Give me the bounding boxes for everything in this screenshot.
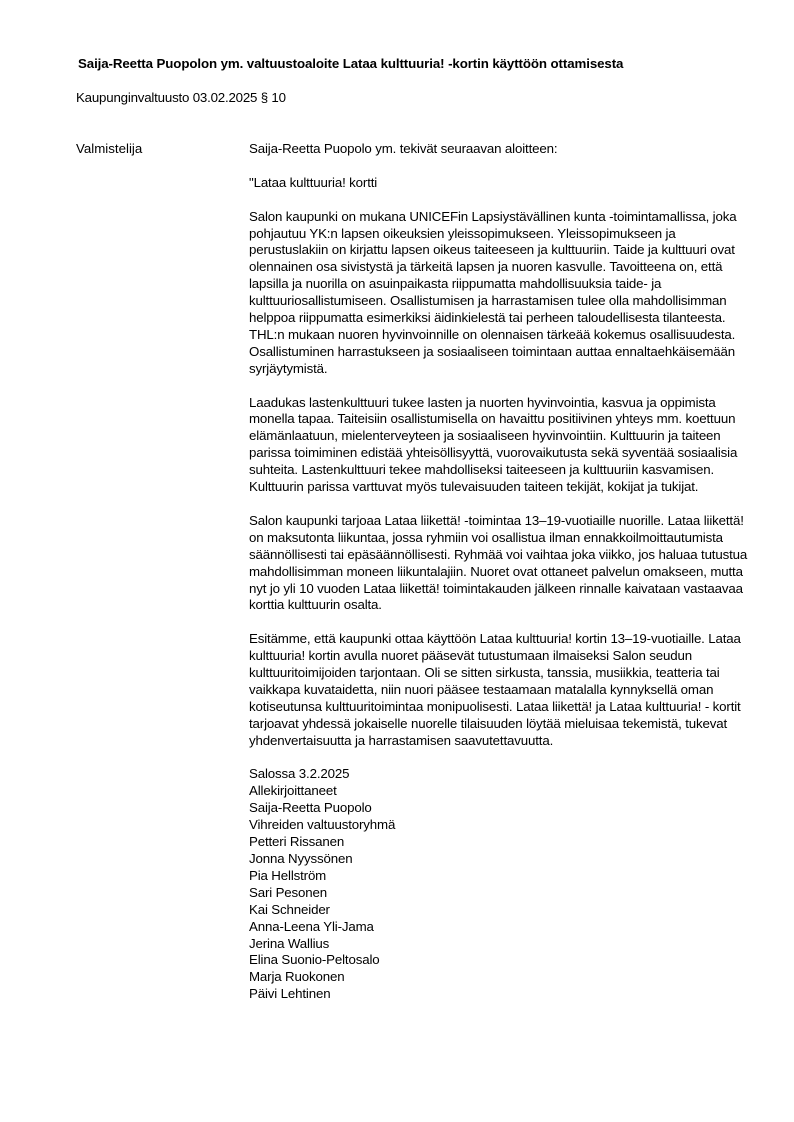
paragraph: Salon kaupunki on mukana UNICEFin Lapsiystävällinen kunta -toimintamallissa, joka pohjautuu YK:n lapsen oikeuksien yleissopimukseen. Yleissopimukseen ja perustuslakiin on kirjattu lapsen oikeus taiteeseen ja kulttuuriin. Taide ja kulttuuri ovat olennainen osa sivistystä ja tärkeitä lapsen ja nuoren kasvulle. Tavoitteena on, että lapsilla ja nuorilla on asuinpaikasta riippumatta mahdollisuuksia taide- ja kulttuuriosallistumiseen. Osallistumisen ja harrastamisen tulee olla mahdollisimman helppoa riippumatta esimerkiksi äidinkielestä tai perheen taloudellisesta tilanteesta. THL:n mukaan nuoren hyvinvoinnille on olennaisen tärkeää kokemus osallisuudesta. Osallistuminen harrastukseen ja sosiaaliseen toimintaan auttaa ennaltaehkäisemään syrjäytymistä. (249, 208, 737, 376)
signatory: Päivi Lehtinen (249, 986, 331, 1002)
meeting-reference: Kaupunginvaltuusto 03.02.2025 § 10 (76, 90, 286, 105)
signature-place-date: Salossa 3.2.2025 (249, 766, 350, 782)
signatory: Jonna Nyyssönen (249, 850, 353, 866)
signatory: Anna-Leena Yli-Jama (249, 918, 374, 934)
signature-label: Allekirjoittaneet (249, 783, 337, 799)
signatory: Elina Suonio-Peltosalo (249, 952, 380, 968)
paragraph: Laadukas lastenkulttuuri tukee lasten ja nuorten hyvinvointia, kasvua ja oppimista monella tapaa. Taiteisiin osallistumisella on havaittu positiivinen yhteys mm. koettuun elämänlaatuun, mielenterveyteen ja sosiaaliseen hyvinvointiin. Kulttuurin ja taiteen parissa toimiminen edistää yhteisöllisyyttä, vuorovaikutusta sekä syventää sosiaalisia suhteita. Lastenkulttuuri tekee mahdolliseksi taiteeseen ja kulttuuriin kasvamisen. Kulttuurin parissa varttuvat myös tulevaisuuden taiteen tekijät, kokijat ja tukijat. (249, 394, 738, 495)
paragraph: Salon kaupunki tarjoaa Lataa liikettä! -toimintaa 13–19-vuotiaille nuorille. Lataa liikettä! on maksutonta liikuntaa, jossa ryhmiin voi osallistua ilman ennakkoilmoittautumista säännöllisesti tai epäsäännöllisesti. Ryhmää voi vaihtaa joka viikko, jos haluaa tutustua mahdollisimman moneen liikuntalajiin. Nuoret ovat ottaneet palvelun omakseen, mutta nyt jo yli 10 vuoden Lataa liikettä! toimintakauden jälkeen rinnalle kaivataan vastaavaa korttia kulttuurin osalta. (249, 512, 748, 613)
signatory: Sari Pesonen (249, 884, 328, 900)
signatory: Petteri Rissanen (249, 834, 345, 850)
paragraph: Esitämme, että kaupunki ottaa käyttöön Lataa kulttuuria! kortin 13–19-vuotiaille. Lataa kulttuuria! kortin avulla nuoret pääsevät tutustumaan ilmaiseksi Salon seudun kulttuuritoimijoiden tarjontaan. Oli se sitten sirkusta, tanssia, musiikkia, teatteria tai vaikkapa kuvataidetta, niin nuori pääsee testaamaan matalalla kynnyksellä oman kotiseutunsa kulttuuritoimintaa monipuolisesti. Lataa liikettä! ja Lataa kulttuuria! - kortit tarjoavat yhdessä jokaiselle nuorelle tilaisuuden löytää mieluisaa tekemistä, tukevat yhdenvertaisuutta ja harrastamisen saavutettavuutta. (249, 631, 741, 748)
signatory: Pia Hellström (249, 867, 327, 883)
document-title: Saija-Reetta Puopolon ym. valtuustoaloite Lataa kulttuuria! -kortin käyttöön ottamisesta (78, 56, 624, 71)
motion-heading: "Lataa kulttuuria! kortti (249, 174, 378, 190)
preparer-label: Valmistelija (76, 141, 143, 156)
document-body (249, 141, 749, 1003)
signature-block (249, 766, 749, 1003)
signatory-group: Vihreiden valtuustoryhmä (249, 817, 396, 833)
signatory: Saija-Reetta Puopolo (249, 800, 372, 816)
signatory: Jerina Wallius (249, 935, 330, 951)
signatory: Marja Ruokonen (249, 969, 345, 985)
intro-text: Saija-Reetta Puopolo ym. tekivät seuraavan aloitteen: (249, 141, 558, 156)
signatory: Kai Schneider (249, 901, 330, 917)
